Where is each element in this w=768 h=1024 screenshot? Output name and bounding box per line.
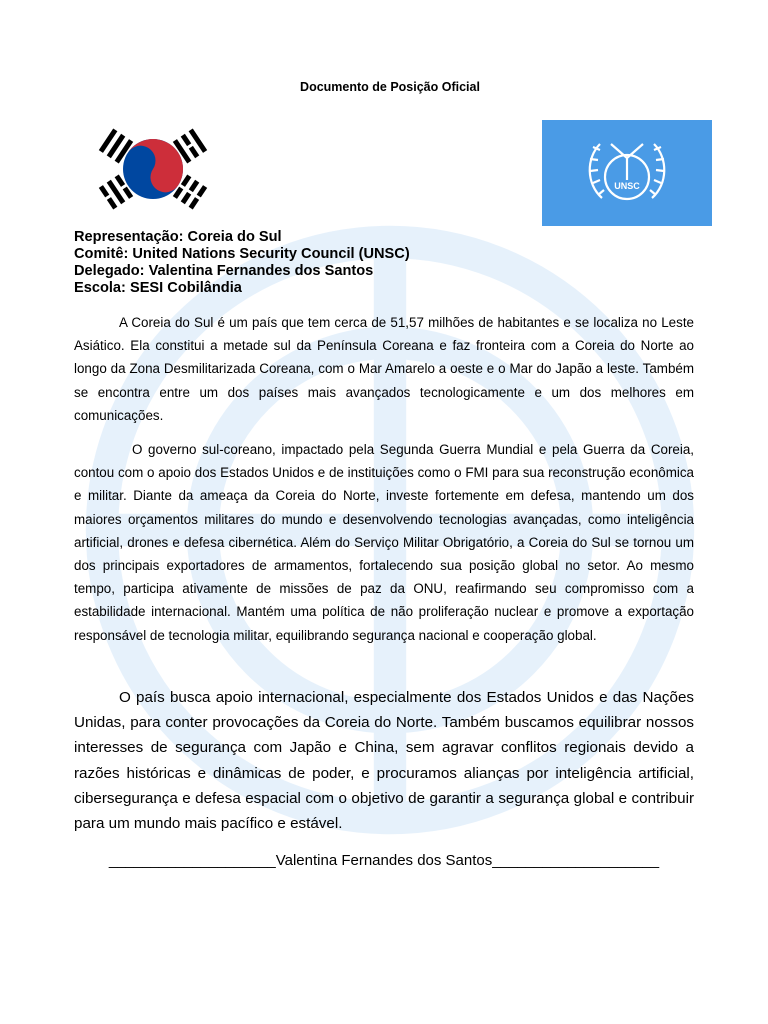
delegate-line: Delegado: Valentina Fernandes dos Santos [74, 263, 374, 279]
unsc-emblem-label: UNSC [614, 181, 640, 191]
delegate-header [74, 229, 410, 297]
paragraph-1: A Coreia do Sul é um país que tem cerca de 51,57 milhões de habitantes e se localiza no Leste Asiático. Ela constitui a metade sul da Península Coreana e faz fronteira com a Coreia do Norte ao longo da Zona Desmilitarizada Coreana, com o Mar Amarelo a oeste e o Mar do Japão a leste. Também se encontra entre um dos países mais avançados tecnologicamente e um dos melhores em comunicações. [74, 315, 694, 423]
committee-line: Comitê: United Nations Security Council (UNSC) [74, 246, 410, 262]
school-line: Escola: SESI Cobilândia [74, 280, 242, 296]
representation-line: Representação: Coreia do Sul [74, 229, 282, 245]
unsc-flag-icon [542, 120, 712, 226]
south-korea-flag-icon [66, 112, 240, 226]
paragraph-3: O país busca apoio internacional, especialmente dos Estados Unidos e das Nações Unidas, para conter provocações da Coreia do Norte. Também buscamos equilibrar nossos interesses de segurança com Japão e China, sem agravar conflitos regionais devido a razões históricas e dinâmicas de poder, e procuramos alianças por inteligência artificial, cibersegurança e defesa espacial com o objetivo de garantir a segurança global e contribuir para um mundo mais pacífico e estável. [74, 689, 694, 833]
document-title: Documento de Posição Oficial [300, 80, 480, 94]
signature-line: ____________________Valentina Fernandes dos Santos____________________ [108, 852, 660, 869]
paragraph-2: O governo sul-coreano, impactado pela Segunda Guerra Mundial e pela Guerra da Coreia, contou com o apoio dos Estados Unidos e de instituições como o FMI para sua reconstrução econômica e militar. Diante da ameaça da Coreia do Norte, investe fortemente em defesa, mantendo um dos maiores orçamentos militares do mundo e desenvolvendo tecnologias avançadas, como inteligência artificial, drones e defesa cibernética. Além do Serviço Militar Obrigatório, a Coreia do Sul se tornou um dos principais exportadores de armamentos, fortalecendo sua posição global no setor. Ao mesmo tempo, participa ativamente de missões de paz da ONU, reafirmando seu compromisso com a estabilidade internacional. Mantém uma política de não proliferação nuclear e promove a exportação responsável de tecnologia militar, equilibrando segurança nacional e cooperação global. [74, 442, 694, 643]
